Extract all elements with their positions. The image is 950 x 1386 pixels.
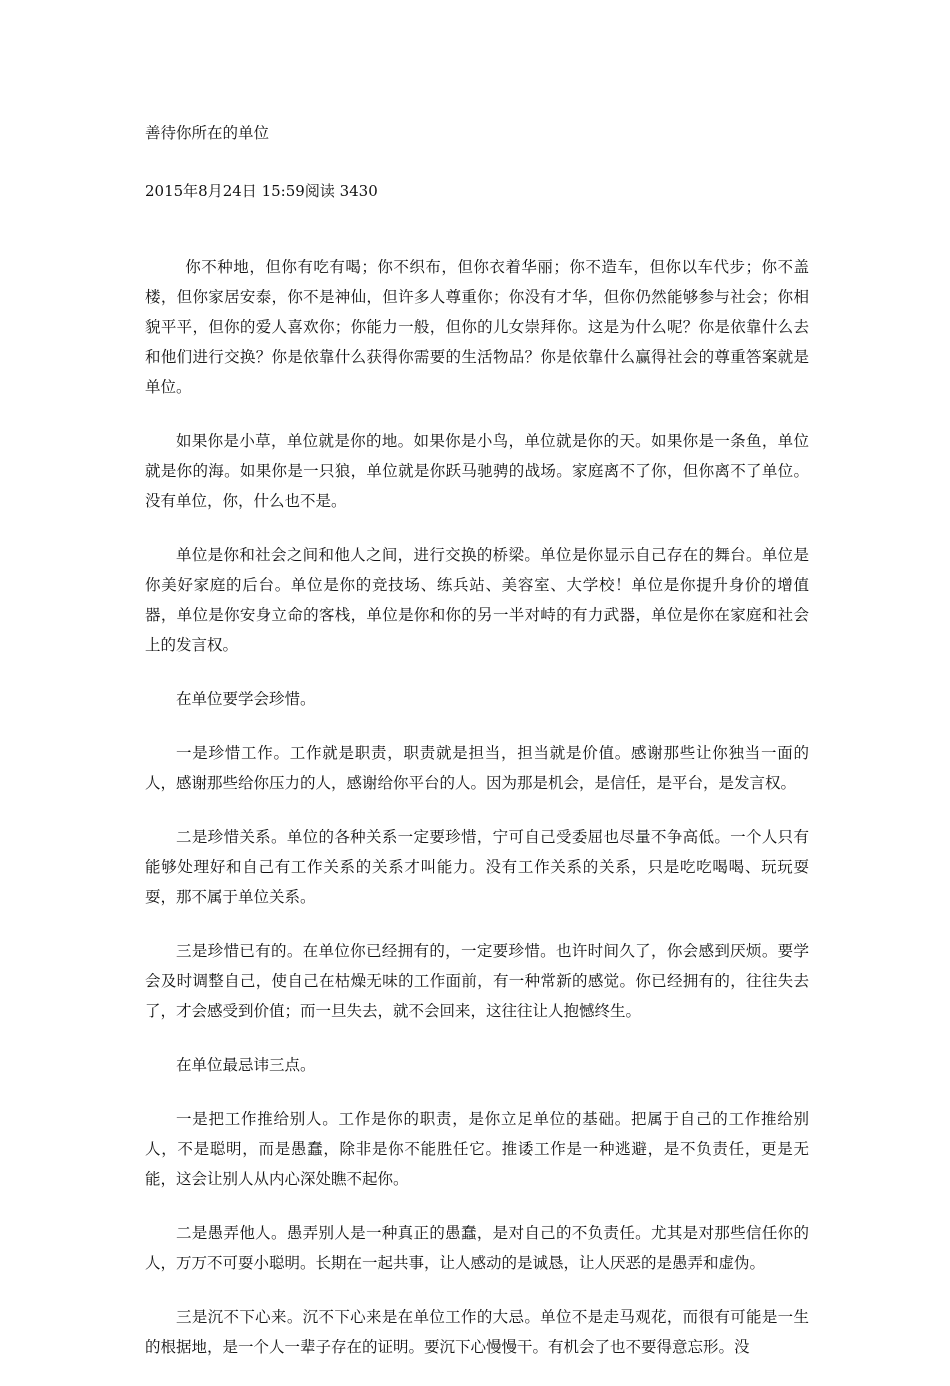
paragraph-bridge: 单位是你和社会之间和他人之间，进行交换的桥梁。单位是你显示自己存在的舞台。单位是你美好家庭的后台。单位是你的竞技场、练兵站、美容室、大学校！单位是你提升身价的增值器，单位是你安身立命的客栈，单位是你和你的另一半对峙的有力武器，单位是你在家庭和社会上的发言权。 <box>145 546 809 654</box>
publish-datetime: 2015年8月24日 15:59 <box>145 182 305 200</box>
article <box>145 118 809 1386</box>
paragraph-cherish-possessions: 三是珍惜已有的。在单位你已经拥有的，一定要珍惜。也许时间久了，你会感到厌烦。要学会及时调整自己，使自己在枯燥无味的工作面前，有一种常新的感觉。你已经拥有的，往往失去了，才会感受到价值；而一旦失去，就不会回来，这往往让人抱憾终生。 <box>145 942 809 1020</box>
paragraph-cherish-relations: 二是珍惜关系。单位的各种关系一定要珍惜，宁可自己受委屈也尽量不争高低。一个人只有能够处理好和自己有工作关系的关系才叫能力。没有工作关系的关系，只是吃吃喝喝、玩玩耍耍，那不属于单位关系。 <box>145 828 809 906</box>
view-count: 阅读 3430 <box>304 182 378 200</box>
section-heading-taboos: 在单位最忌讳三点。 <box>176 1056 316 1074</box>
article-meta <box>145 176 809 206</box>
paragraph-taboo-shirking: 一是把工作推给别人。工作是你的职责，是你立足单位的基础。把属于自己的工作推给别人，不是聪明，而是愚蠢，除非是你不能胜任它。推诿工作是一种逃避，是不负责任，更是无能，这会让别人从内心深处瞧不起你。 <box>145 1110 809 1188</box>
article-title: 善待你所在的单位 <box>145 124 270 142</box>
paragraph-intro: 你不种地，但你有吃有喝；你不织布，但你衣着华丽；你不造车，但你以车代步；你不盖楼，但你家居安泰，你不是神仙，但许多人尊重你；你没有才华，但你仍然能够参与社会；你相貌平平，但你的爱人喜欢你；你能力一般，但你的儿女崇拜你。这是为什么呢？你是依靠什么去和他们进行交换？你是依靠什么获得你需要的生活物品？你是依靠什么赢得社会的尊重答案就是单位。 <box>145 258 809 396</box>
paragraph-taboo-fooling: 二是愚弄他人。愚弄别人是一种真正的愚蠢，是对自己的不负责任。尤其是对那些信任你的人，万万不可耍小聪明。长期在一起共事，让人感动的是诚恳，让人厌恶的是愚弄和虚伪。 <box>145 1224 809 1272</box>
section-heading-cherish: 在单位要学会珍惜。 <box>176 690 316 708</box>
paragraph-metaphor: 如果你是小草，单位就是你的地。如果你是小鸟，单位就是你的天。如果你是一条鱼，单位就是你的海。如果你是一只狼，单位就是你跃马驰骋的战场。家庭离不了你，但你离不了单位。没有单位，你，什么也不是。 <box>145 432 809 510</box>
paragraph-cherish-work: 一是珍惜工作。工作就是职责，职责就是担当，担当就是价值。感谢那些让你独当一面的人，感谢那些给你压力的人，感谢给你平台的人。因为那是机会，是信任，是平台，是发言权。 <box>145 744 809 792</box>
paragraph-taboo-restless: 三是沉不下心来。沉不下心来是在单位工作的大忌。单位不是走马观花，而很有可能是一生的根据地，是一个人一辈子存在的证明。要沉下心慢慢干。有机会了也不要得意忘形。没 <box>145 1308 809 1356</box>
